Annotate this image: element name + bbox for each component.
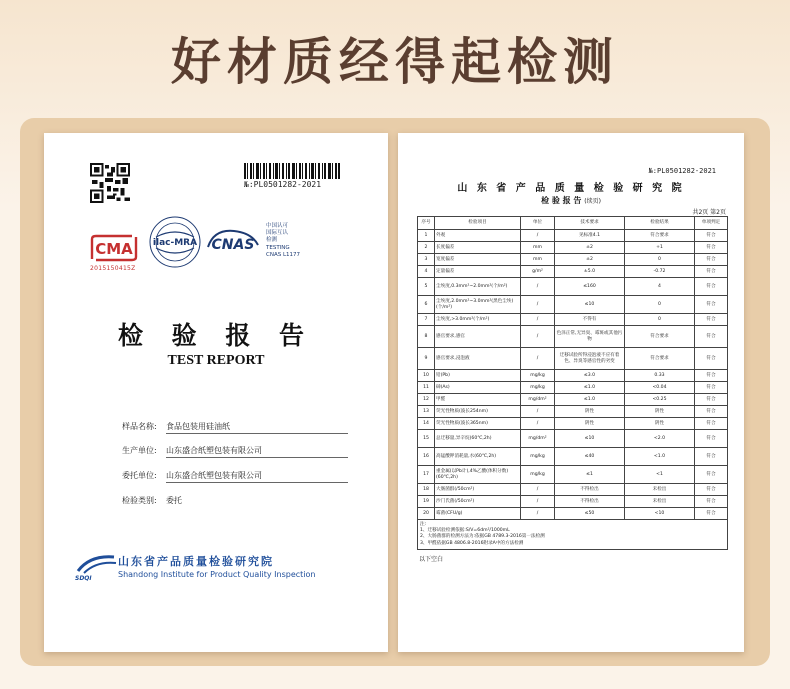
- field-label: 生产单位:: [122, 446, 157, 455]
- table-cell-verdict: 符合: [695, 448, 728, 466]
- table-cell-no: 5: [418, 278, 435, 296]
- subtitle-text: 检 验 报 告: [541, 196, 582, 205]
- table-row: [418, 382, 728, 394]
- field-value: 山东盛合纸塑包装有限公司: [166, 470, 348, 483]
- table-cell-unit: /: [521, 326, 555, 348]
- table-cell-item: 感官要求,感官: [435, 326, 521, 348]
- table-row: [418, 314, 728, 326]
- table-row: [418, 508, 728, 520]
- cnas-logo-icon: [204, 225, 262, 255]
- table-row: [418, 266, 728, 278]
- table-cell-unit: /: [521, 418, 555, 430]
- table-cell-unit: mg/kg: [521, 382, 555, 394]
- table-cell-no: 10: [418, 370, 435, 382]
- table-cell-item: 大肠菌群(/50cm²): [435, 484, 521, 496]
- column-header: 技术要求: [555, 217, 625, 230]
- table-cell-verdict: 符合: [695, 230, 728, 242]
- table-cell-unit: /: [521, 296, 555, 314]
- table-row: [418, 326, 728, 348]
- table-cell-verdict: 符合: [695, 326, 728, 348]
- barcode-icon: [244, 163, 340, 179]
- table-cell-verdict: 符合: [695, 314, 728, 326]
- table-cell-unit: /: [521, 484, 555, 496]
- field-value: 山东盛合纸塑包装有限公司: [166, 445, 348, 458]
- field-label: 委托单位:: [122, 471, 157, 480]
- table-cell-item: 尘埃度,2.0mm²~3.0mm²(黑色尘埃)(个/m²): [435, 296, 521, 314]
- report-cover-page: [44, 133, 388, 652]
- headline: 好材质经得起检测: [171, 33, 619, 91]
- table-cell-result: <2.0: [625, 430, 695, 448]
- table-cell-item: 甲醛: [435, 394, 521, 406]
- table-cell-result: <10: [625, 508, 695, 520]
- table-cell-req: ≤10: [555, 296, 625, 314]
- table-cell-verdict: 符合: [695, 466, 728, 484]
- report-institute: 山 东 省 产 品 质 量 检 验 研 究 院: [457, 183, 685, 194]
- table-cell-result: 0: [625, 314, 695, 326]
- table-cell-result: <0.04: [625, 382, 695, 394]
- table-cell-unit: mm: [521, 242, 555, 254]
- table-row: [418, 496, 728, 508]
- table-cell-item: 长度偏差: [435, 242, 521, 254]
- cma-logo-icon: [90, 233, 138, 263]
- table-cell-item: 沙门氏菌(/50cm²): [435, 496, 521, 508]
- table-cell-result: +1: [625, 242, 695, 254]
- table-cell-no: 1: [418, 230, 435, 242]
- field-label: 检验类别:: [122, 496, 157, 505]
- accreditation-line: CNAS L1177: [266, 251, 301, 258]
- table-cell-no: 9: [418, 348, 435, 370]
- table-cell-unit: /: [521, 406, 555, 418]
- table-cell-verdict: 符合: [695, 430, 728, 448]
- table-row: [418, 296, 728, 314]
- field-label: 样品名称:: [122, 422, 157, 431]
- cma-logo-text: CMA: [95, 240, 133, 258]
- table-cell-result: 符合要求: [625, 230, 695, 242]
- table-cell-unit: /: [521, 278, 555, 296]
- table-note-row: [418, 520, 728, 550]
- table-cell-result: 0: [625, 296, 695, 314]
- table-cell-req: ±5.0: [555, 266, 625, 278]
- inspection-results-table: [417, 216, 728, 550]
- column-header: 检验结果: [625, 217, 695, 230]
- table-cell-req: 阴性: [555, 406, 625, 418]
- table-cell-result: <1.0: [625, 448, 695, 466]
- cma-code: 2015150415Z: [90, 265, 136, 272]
- subtitle-note: (续页): [584, 198, 601, 205]
- table-cell-verdict: 符合: [695, 496, 728, 508]
- column-header: 检验项目: [435, 217, 521, 230]
- table-cell-result: 4: [625, 278, 695, 296]
- accreditation-line: TESTING: [266, 244, 290, 251]
- sdqi-logo-icon: [74, 553, 118, 575]
- table-cell-unit: mg/kg: [521, 466, 555, 484]
- table-row: [418, 406, 728, 418]
- table-cell-no: 15: [418, 430, 435, 448]
- table-cell-verdict: 符合: [695, 418, 728, 430]
- table-cell-req: ≤1.0: [555, 394, 625, 406]
- table-cell-no: 20: [418, 508, 435, 520]
- ilac-logo-text: ilac-MRA: [152, 238, 198, 248]
- table-cell-verdict: 符合: [695, 266, 728, 278]
- table-cell-unit: /: [521, 508, 555, 520]
- accreditation-line: 国际互认: [266, 230, 289, 237]
- table-cell-no: 14: [418, 418, 435, 430]
- table-cell-verdict: 符合: [695, 382, 728, 394]
- client-field: [122, 470, 262, 481]
- table-cell-unit: mg/dm²: [521, 430, 555, 448]
- table-cell-no: 3: [418, 254, 435, 266]
- table-cell-no: 16: [418, 448, 435, 466]
- table-cell-req: ≤3.0: [555, 370, 625, 382]
- table-cell-result: 阴性: [625, 406, 695, 418]
- table-cell-req: ≤160: [555, 278, 625, 296]
- field-value: 委托: [166, 496, 182, 505]
- table-note: [418, 520, 728, 550]
- table-cell-unit: mg/kg: [521, 448, 555, 466]
- table-cell-item: 铅(Pb): [435, 370, 521, 382]
- table-cell-req: ±2: [555, 254, 625, 266]
- table-cell-result: 符合要求: [625, 348, 695, 370]
- note-line: 3、甲醛依据GB 4806.8-2016附录A中的方法检测: [420, 540, 524, 546]
- sdqi-logo-text: SDQI: [75, 575, 92, 582]
- accreditation-text: [266, 223, 300, 259]
- table-header-row: [418, 217, 728, 230]
- cnas-logo-text: CNAS: [211, 237, 255, 253]
- sample-name-field: [122, 421, 230, 432]
- table-cell-unit: /: [521, 314, 555, 326]
- table-cell-item: 尘埃度,0.3mm²~2.0mm²(个/m²): [435, 278, 521, 296]
- table-row: [418, 418, 728, 430]
- column-header: 序号: [418, 217, 435, 230]
- table-cell-unit: /: [521, 230, 555, 242]
- table-cell-item: 总迁移量,异辛烷(60℃,2h): [435, 430, 521, 448]
- table-cell-item: 尘埃度,>3.0mm²(个/m²): [435, 314, 521, 326]
- table-cell-result: 未检出: [625, 496, 695, 508]
- table-row: [418, 448, 728, 466]
- table-cell-req: 迁移试验所得浸泡液不应有着色、异臭等感官性的劣变: [555, 348, 625, 370]
- ilac-mra-logo-icon: [148, 215, 202, 269]
- table-cell-req: ±2: [555, 242, 625, 254]
- table-cell-verdict: 符合: [695, 296, 728, 314]
- column-header: 单项判定: [695, 217, 728, 230]
- table-cell-verdict: 符合: [695, 348, 728, 370]
- table-cell-result: <1: [625, 466, 695, 484]
- table-cell-no: 11: [418, 382, 435, 394]
- table-cell-no: 13: [418, 406, 435, 418]
- page-info: 共2页 第2页: [692, 209, 726, 216]
- table-cell-item: 高锰酸钾消耗量,水(60℃,2h): [435, 448, 521, 466]
- table-cell-req: 不得检出: [555, 496, 625, 508]
- table-cell-item: 重金属(以Pb计),4%乙酸(体积分数)(60℃,2h): [435, 466, 521, 484]
- report-detail-page: [398, 133, 744, 652]
- note-line: 1、迁移试验检测依据:S/V=6dm²/1000mL: [420, 528, 510, 534]
- table-cell-result: -0.72: [625, 266, 695, 278]
- table-cell-item: 外观: [435, 230, 521, 242]
- table-row: [418, 348, 728, 370]
- table-row: [418, 466, 728, 484]
- table-cell-item: 砷(As): [435, 382, 521, 394]
- table-cell-unit: mg/dm²: [521, 394, 555, 406]
- institute-name-cn: 山东省产品质量检验研究院: [118, 555, 274, 568]
- institute-name-en: Shandong Institute for Product Quality Inspection: [118, 570, 316, 579]
- table-cell-unit: /: [521, 348, 555, 370]
- table-cell-req: ≤10: [555, 430, 625, 448]
- table-cell-item: 荧光性物质(波长254nm): [435, 406, 521, 418]
- table-row: [418, 370, 728, 382]
- table-cell-unit: g/m²: [521, 266, 555, 278]
- note-line: 2、大肠菌群的检测方法为:依据GB 4789.3-2016第一法检测: [420, 534, 545, 540]
- table-cell-no: 2: [418, 242, 435, 254]
- table-cell-no: 6: [418, 296, 435, 314]
- table-cell-item: 定量偏差: [435, 266, 521, 278]
- table-row: [418, 230, 728, 242]
- cover-report-number: №:PL0501282-2021: [244, 180, 322, 189]
- report-title-en: TEST REPORT: [167, 353, 265, 368]
- table-row: [418, 242, 728, 254]
- table-cell-no: 19: [418, 496, 435, 508]
- accreditation-line: 检测: [266, 237, 278, 244]
- table-cell-result: 0.33: [625, 370, 695, 382]
- table-cell-req: 见标准4.1: [555, 230, 625, 242]
- table-cell-req: 不得检出: [555, 484, 625, 496]
- table-cell-unit: mg/kg: [521, 370, 555, 382]
- table-cell-no: 17: [418, 466, 435, 484]
- table-cell-no: 18: [418, 484, 435, 496]
- table-row: [418, 278, 728, 296]
- table-cell-unit: /: [521, 496, 555, 508]
- table-cell-verdict: 符合: [695, 278, 728, 296]
- note-line: 注:: [420, 522, 427, 527]
- report-number: №:PL0501282-2021: [648, 167, 716, 175]
- table-cell-verdict: 符合: [695, 242, 728, 254]
- table-cell-result: <0.25: [625, 394, 695, 406]
- table-row: [418, 394, 728, 406]
- column-header: 单位: [521, 217, 555, 230]
- table-cell-no: 7: [418, 314, 435, 326]
- table-cell-no: 12: [418, 394, 435, 406]
- report-subtitle: [398, 195, 744, 206]
- table-cell-result: 阴性: [625, 418, 695, 430]
- table-cell-req: ≤1.0: [555, 382, 625, 394]
- table-row: [418, 254, 728, 266]
- report-title-cn: 检 验 报 告: [117, 321, 315, 350]
- table-cell-req: ≤1: [555, 466, 625, 484]
- table-cell-item: 霉菌(CFU/g): [435, 508, 521, 520]
- manufacturer-field: [122, 445, 262, 456]
- accreditation-line: 中国认可: [266, 223, 289, 229]
- table-cell-no: 8: [418, 326, 435, 348]
- table-cell-item: 荧光性物质(波长365nm): [435, 418, 521, 430]
- table-cell-verdict: 符合: [695, 484, 728, 496]
- table-cell-req: 不得有: [555, 314, 625, 326]
- table-cell-verdict: 符合: [695, 370, 728, 382]
- table-cell-unit: mm: [521, 254, 555, 266]
- table-cell-req: ≤50: [555, 508, 625, 520]
- table-cell-req: ≤40: [555, 448, 625, 466]
- table-cell-result: 0: [625, 254, 695, 266]
- end-of-report-text: 以下空白: [419, 556, 444, 563]
- table-cell-result: 符合要求: [625, 326, 695, 348]
- table-cell-no: 4: [418, 266, 435, 278]
- table-cell-item: 宽度偏差: [435, 254, 521, 266]
- table-cell-verdict: 符合: [695, 406, 728, 418]
- table-row: [418, 484, 728, 496]
- table-cell-result: 未检出: [625, 484, 695, 496]
- field-value: 食品包装用硅油纸: [166, 421, 348, 434]
- table-cell-verdict: 符合: [695, 254, 728, 266]
- qr-code-icon: [90, 163, 130, 203]
- table-cell-verdict: 符合: [695, 508, 728, 520]
- table-cell-item: 感官要求,浸泡液: [435, 348, 521, 370]
- table-cell-req: 色泽正常,无异臭、霉斑或其他污物: [555, 326, 625, 348]
- table-cell-verdict: 符合: [695, 394, 728, 406]
- inspection-type-field: [122, 495, 182, 506]
- table-row: [418, 430, 728, 448]
- table-cell-req: 阴性: [555, 418, 625, 430]
